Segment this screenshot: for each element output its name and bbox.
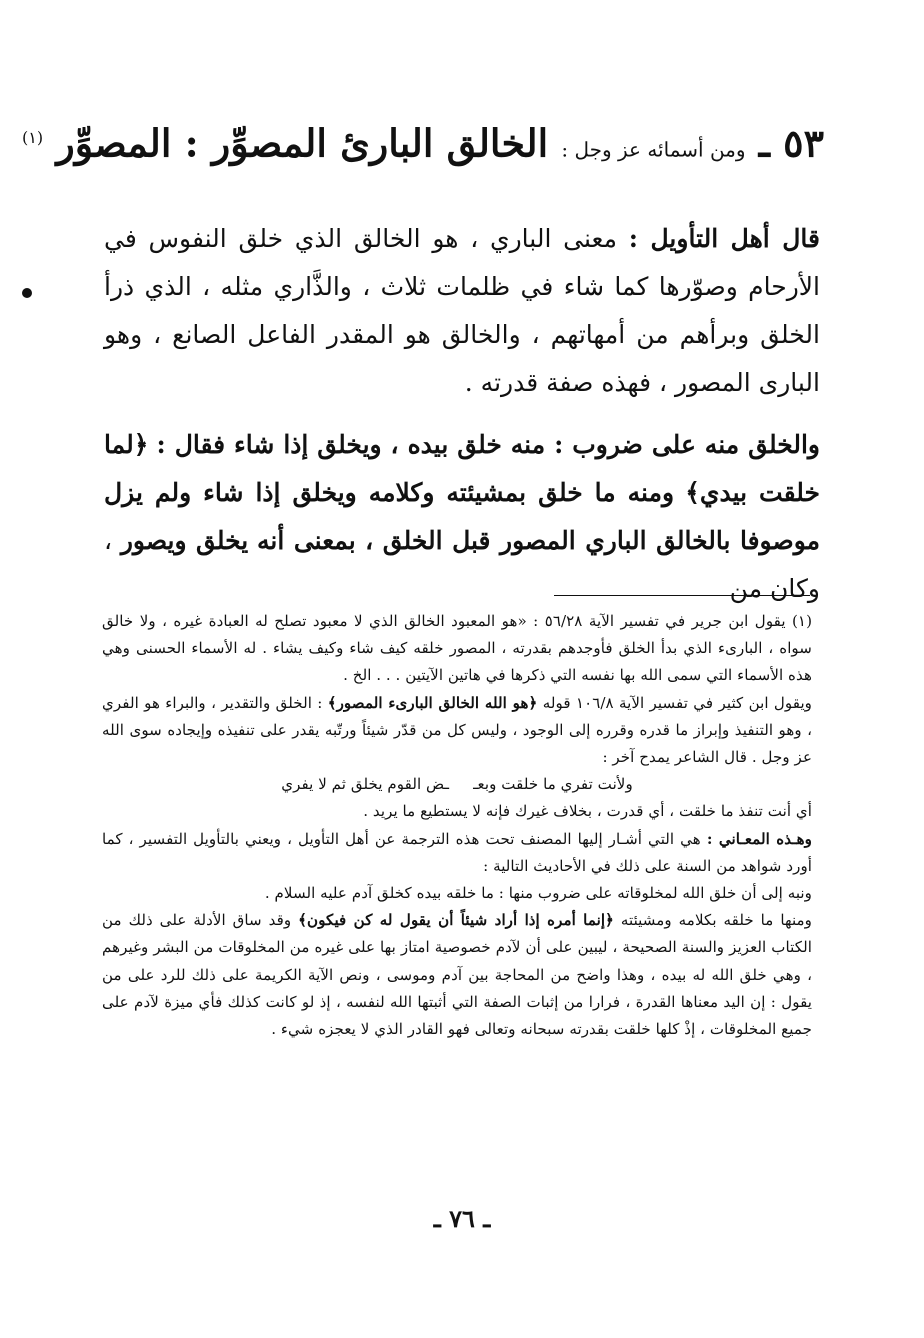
page-number: ـ ٧٦ ـ (433, 1204, 491, 1233)
paragraph-1-text: معنى الباري ، هو الخالق الذي خلق النفوس في الأرحام وصوّرها كما شاء في ظلمات ثلاث ، والذَّاري مثله ، الذي ذرأ الخلق وبرأهم من أمهاتهم ، والخالق هو المقدر الفاعل الصانع ، وهو البارى المصور ، فهذه صفة قدرته . (104, 224, 820, 397)
footnote-reference: (١) (22, 128, 44, 147)
quran-quote-1: ﴿لما خلقت بيدي﴾ (104, 430, 820, 507)
footnotes (102, 608, 812, 1043)
ibn-kathir-end: : الخلق والتقدير ، والبراء هو الفري ، وهو التنفيذ وإبراز ما قدره وقرره إلى الوجود ، وليس كل من قدّر شيئاً ورتّبه يقدر على تنفيذه وإيجاده سوى الله عز وجل . قال الشاعر يمدح آخر : (102, 693, 812, 767)
poetry-verse (102, 771, 812, 798)
heading-number: ٥٣ ـ (758, 120, 824, 166)
meanings-label: وهـذه المعـاني : (706, 829, 813, 848)
quran-quote-2: ﴿هو الله الخالق البارىء المصور﴾ (327, 693, 538, 712)
footnote-1: (١) يقول ابن جرير في تفسير الآية ٥٦/٢٨ : «هو المعبود الخالق الذي لا معبود تصلح له العبادة غيره ، ولا خالق سواه ، البارىء الذي بدأ الخلق فأوجدهم بقدرته ، المصور خلقه كيف شاء وكيف يشاء . له الأسماء الحسنى وهي هذه الأسماء التي سمى الله بها نفسه التي ذكرها في هاتين الآيتين . . . الخ . (102, 612, 813, 685)
main-body (104, 215, 820, 627)
verse-first-hemistich: ولأنت تفري ما خلقت وبعـ (473, 775, 633, 794)
footnote-meanings (102, 826, 812, 880)
footnote-separator (554, 595, 810, 596)
speech-will-end: وقد ساق الأدلة على ذلك من الكتاب العزيز والسنة الصحيحة ، ليبين على أن لآدم خصوصية امتاز بها على غيره من المخلوقات من البشر وغيرهم ، وهي خلق الله له بيده ، وهذا واضح من المحاجة بين آدم وموسى ، ونص الآية الكريمة على ذلك للرد على من يقول : إن اليد معناها القدرة ، فرارا من إثبات الصفة التي أثبتها الله لنفسه ، إذ لو كانت كذلك فأي ميزة لآدم على جميع المخلوقات ، إذْ كلها خلقت بقدرته سبحانه وتعالى فهو القادر الذي لا يعجزه شيء . (102, 911, 812, 1039)
footnote-creation-types: ونبه إلى أن خلق الله لمخلوقاته على ضروب منها : ما خلقه بيده كخلق آدم عليه السلام . (264, 884, 812, 903)
paragraph-1 (104, 215, 820, 407)
margin-mark (22, 288, 32, 298)
heading-prefix: ومن أسمائه عز وجل : (561, 137, 746, 162)
heading-names: الخالق البارئ المصوِّر : المصوِّر (56, 120, 549, 166)
quran-quote-3: ﴿إنما أمره إذا أراد شيئاً أن يقول له كن فيكون﴾ (298, 911, 614, 930)
paragraph-2-end: ، وكان من (104, 526, 820, 603)
verse-second-hemistich: ـض القوم يخلق ثم لا يفري (281, 775, 450, 794)
ibn-kathir-start: ويقول ابن كثير في تفسير الآية ١٠٦/٨ قوله (542, 693, 813, 712)
paragraph-2-mid: ومنه ما خلق بمشيئته وكلامه ويخلق إذا شاء ولم يزل موصوفا بالخالق الباري المصور قبل الخلق ، بمعنى أنه (104, 478, 821, 555)
footnote-explanation: أي أنت تنفذ ما خلقت ، أي قدرت ، بخلاف غيرك فإنه لا يستطيع ما يريد . (363, 802, 812, 821)
speech-will-start: ومنها ما خلقه بكلامه ومشيئته (620, 911, 813, 930)
footnote-speech-will (102, 907, 812, 1043)
footnote-ibn-kathir (102, 690, 812, 772)
paragraph-2 (104, 421, 820, 613)
chapter-heading (22, 108, 824, 168)
meanings-text: هي التي أشـار إليها المصنف تحت هذه الترجمة عن أهل التأويل ، ويعني بالتأويل التفسير ، كما أورد شواهد من السنة على ذلك في الأحاديث التالية : (102, 829, 812, 875)
paragraph-2-start: والخلق منه على ضروب : منه خلق بيده ، ويخلق إذا شاء فقال : (156, 430, 820, 459)
paragraph-2-bold: يخلق ويصور (120, 526, 249, 555)
paragraph-1-label: قال أهل التأويل : (628, 224, 820, 253)
